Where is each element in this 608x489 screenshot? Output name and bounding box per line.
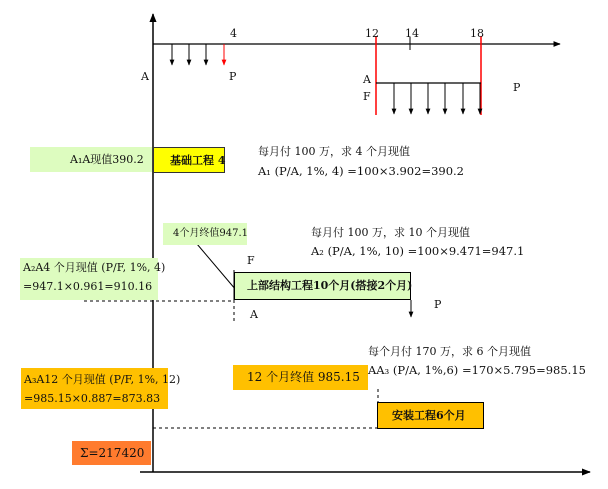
label-p-mid: P bbox=[434, 298, 442, 311]
label-a-left: A bbox=[141, 70, 149, 83]
super-note-line-1: 每月付 100 万，求 10 个月现值 bbox=[311, 226, 470, 239]
tick-label-14: 14 bbox=[405, 27, 419, 40]
tick-label-4: 4 bbox=[230, 27, 237, 40]
a3-line-2: =985.15×0.887=873.83 bbox=[24, 392, 161, 405]
label-a-right: A bbox=[363, 73, 371, 86]
label-f-right: F bbox=[363, 90, 371, 103]
foundation-note-line-2: A₁ (P/A, 1%, 4) =100×3.902=390.2 bbox=[258, 164, 465, 178]
super-note-line-2: A₂ (P/A, 1%, 10) =100×9.471=947.1 bbox=[311, 244, 525, 258]
tick-label-18: 18 bbox=[470, 27, 484, 40]
foundation-block: 基础工程 4 bbox=[153, 147, 225, 173]
label-f-mid: F bbox=[247, 254, 255, 267]
install-note-line-1: 每个月付 170 万，求 6 个月现值 bbox=[368, 345, 531, 358]
callout-leader bbox=[197, 244, 236, 290]
a3-line-1: A₃A12 个月现值 (P/F, 1%, 12) bbox=[24, 373, 181, 386]
superstructure-block: 上部结构工程10个月(搭接2个月) bbox=[234, 272, 411, 300]
label-a-mid: A bbox=[250, 308, 258, 321]
tick-label-12: 12 bbox=[365, 27, 379, 40]
a3-present-value-box bbox=[21, 368, 181, 409]
a2-line-1: A₂A4 个月现值 (P/F, 1%, 4) bbox=[23, 261, 166, 274]
four-month-final-callout: 4个月终值947.1 bbox=[163, 223, 247, 245]
label-p-right: P bbox=[513, 81, 521, 94]
install-note-line-2: AA₃ (P/A, 1%,6) =170×5.795=985.15 bbox=[368, 363, 586, 377]
foundation-note-line-1: 每月付 100 万，求 4 个月现值 bbox=[258, 145, 410, 158]
installation-block: 安装工程6个月 bbox=[377, 402, 484, 429]
twelve-month-final-callout: 12 个月终值 985.15 bbox=[233, 365, 368, 390]
sum-box: Σ=217420 bbox=[72, 441, 151, 465]
a1-present-value-box: A₁A现值390.2 bbox=[30, 147, 152, 172]
label-p-top: P bbox=[229, 70, 237, 83]
a2-line-2: =947.1×0.961=910.16 bbox=[23, 280, 153, 293]
a2-present-value-box bbox=[20, 258, 166, 300]
